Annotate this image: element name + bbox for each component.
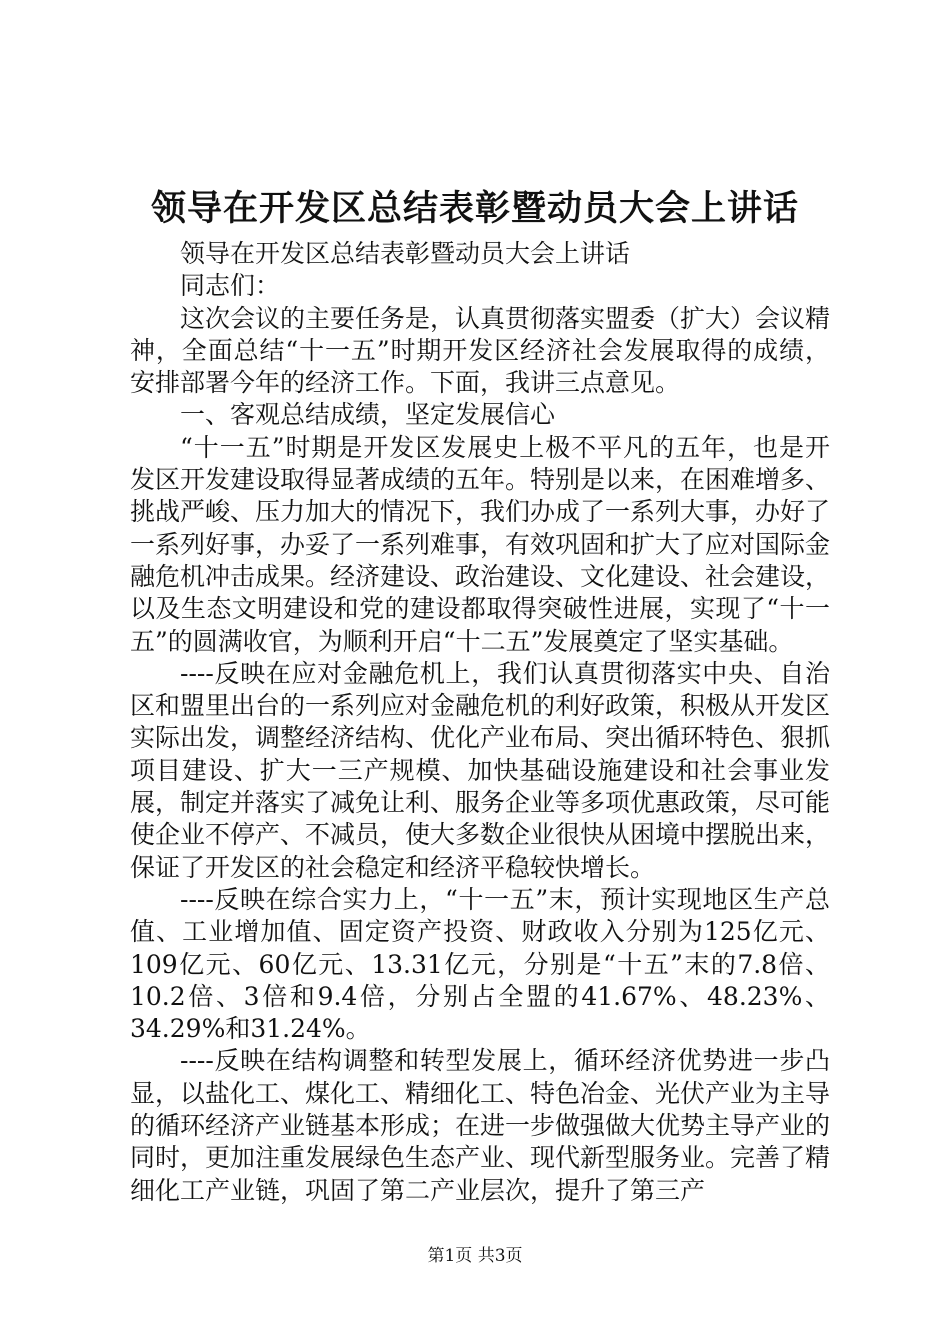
paragraph: “十一五”时期是开发区发展史上极不平凡的五年，也是开发区开发建设取得显著成绩的五年。特别是以来，在困难增多、挑战严峻、压力加大的情况下，我们办成了一系列大事，办好了一系列好事，办妥了一系列难事，有效巩固和扩大了应对国际金融危机冲击成果。经济建设、政治建设、文化建设、社会建设，以及生态文明建设和党的建设都取得突破性进展，实现了“十一五”的圆满收官，为顺利开启“十二五”发展奠定了坚实基础。: [130, 432, 831, 656]
paragraph: ----反映在综合实力上，“十一五”末，预计实现地区生产总值、工业增加值、固定资产投资、财政收入分别为125亿元、109亿元、60亿元、13.31亿元，分别是“十五”末的7.8倍、10.2倍、3倍和9.4倍，分别占全盟的41.67%、48.23%、34.29%和31.24%。: [130, 884, 830, 1044]
section-heading: 一、客观总结成绩，坚定发展信心: [180, 400, 556, 430]
paragraph: 同志们：: [180, 271, 281, 301]
paragraph: ----反映在结构调整和转型发展上，循环经济优势进一步凸显，以盐化工、煤化工、精细化工、特色冶金、光伏产业为主导的循环经济产业链基本形成；在进一步做强做大优势主导产业的同时，更加注重发展绿色生态产业、现代新型服务业。完善了精细化工产业链，巩固了第二产业层次，提升了第三产: [130, 1046, 831, 1205]
document-body: [130, 238, 830, 1207]
paragraph: ----反映在应对金融危机上，我们认真贯彻落实中央、自治区和盟里出台的一系列应对金融危机的利好政策，积极从开发区实际出发，调整经济结构、优化产业布局、突出循环特色、狠抓项目建设、扩大一三产规模、加快基础设施建设和社会事业发展，制定并落实了减免让利、服务企业等多项优惠政策，尽可能使企业不停产、不减员，使大多数企业很快从困境中摆脱出来，保证了开发区的社会稳定和经济平稳较快增长。: [130, 658, 831, 882]
document-title: 领导在开发区总结表彰暨动员大会上讲话: [150, 188, 799, 229]
page-footer: 第1页 共3页: [427, 1246, 523, 1266]
paragraph: 这次会议的主要任务是，认真贯彻落实盟委（扩大）会议精神，全面总结“十一五”时期开发区经济社会发展取得的成绩，安排部署今年的经济工作。下面，我讲三点意见。: [130, 303, 831, 398]
paragraph: 领导在开发区总结表彰暨动员大会上讲话: [180, 239, 631, 268]
